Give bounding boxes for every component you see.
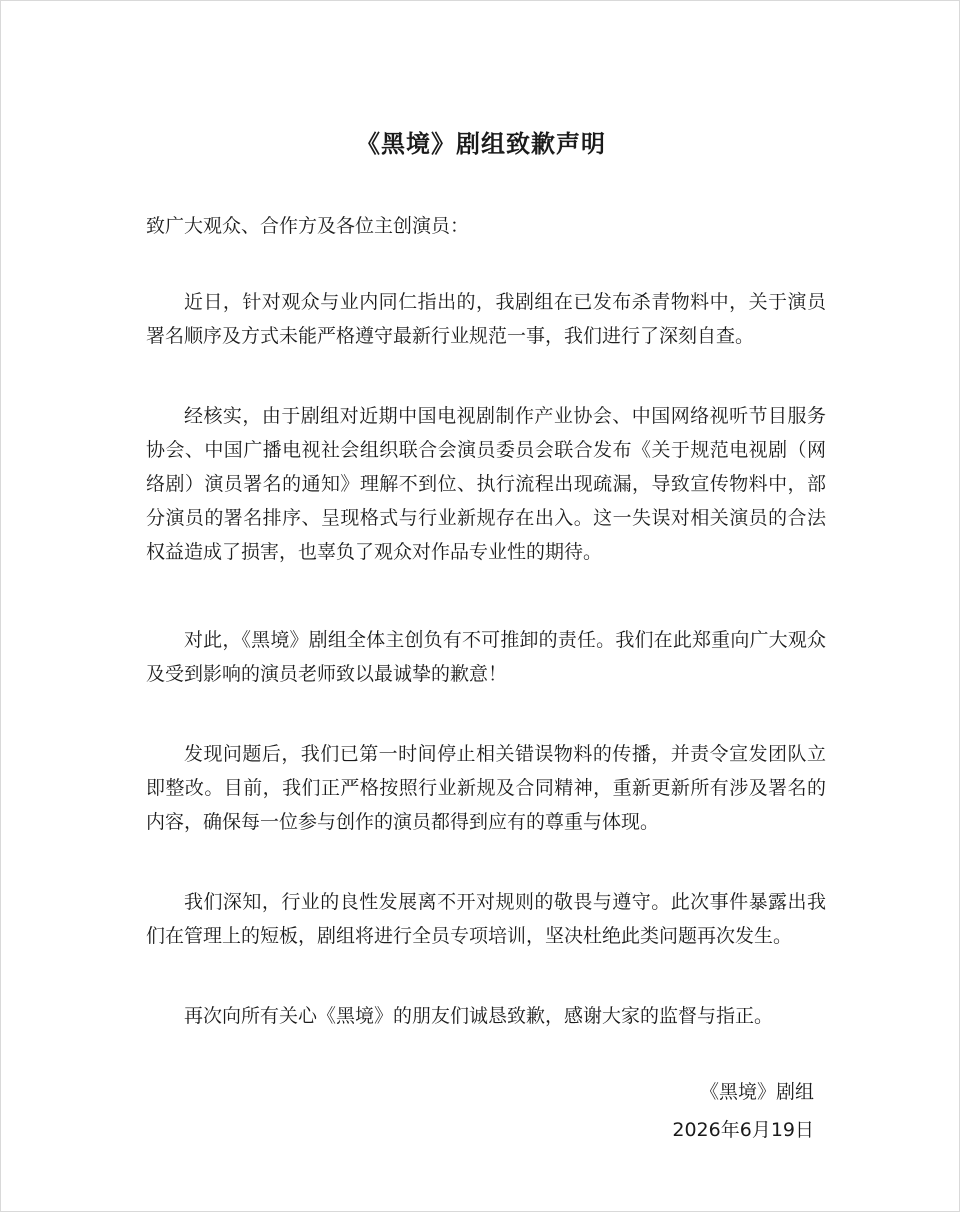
statement-title: 《黑境》剧组致歉声明 xyxy=(356,130,606,158)
paragraph-6: 再次向所有关心《黑境》的朋友们诚恳致歉，感谢大家的监督与指正。 xyxy=(184,1005,774,1027)
paragraph-4: 发现问题后，我们已第一时间停止相关错误物料的传播，并责令宣发团队立即整改。目前，我们正严格按照行业新规及合同精神，重新更新所有涉及署名的内容，确保每一位参与创作的演员都得到应有的尊重与体现。 xyxy=(146,743,826,833)
paragraph-5: 我们深知，行业的良性发展离不开对规则的敬畏与遵守。此次事件暴露出我们在管理上的短板，剧组将进行全员专项培训，坚决杜绝此类问题再次发生。 xyxy=(146,891,826,947)
signature-date: 2026年6月19日 xyxy=(672,1119,814,1141)
paragraph-2: 经核实，由于剧组对近期中国电视剧制作产业协会、中国网络视听节目服务协会、中国广播电视社会组织联合会演员委员会联合发布《关于规范电视剧（网络剧）演员署名的通知》理解不到位、执行流程出现疏漏，导致宣传物料中，部分演员的署名排序、呈现格式与行业新规存在出入。这一失误对相关演员的合法权益造成了损害，也辜负了观众对作品专业性的期待。 xyxy=(146,405,826,563)
paragraph-1: 近日，针对观众与业内同仁指出的，我剧组在已发布杀青物料中，关于演员署名顺序及方式未能严格遵守最新行业规范一事，我们进行了深刻自查。 xyxy=(146,291,826,347)
salutation: 致广大观众、合作方及各位主创演员： xyxy=(146,215,470,237)
signature-organization: 《黑境》剧组 xyxy=(699,1081,814,1103)
paragraph-3: 对此，《黑境》剧组全体主创负有不可推卸的责任。我们在此郑重向广大观众及受到影响的演员老师致以最诚挚的歉意！ xyxy=(146,629,826,685)
